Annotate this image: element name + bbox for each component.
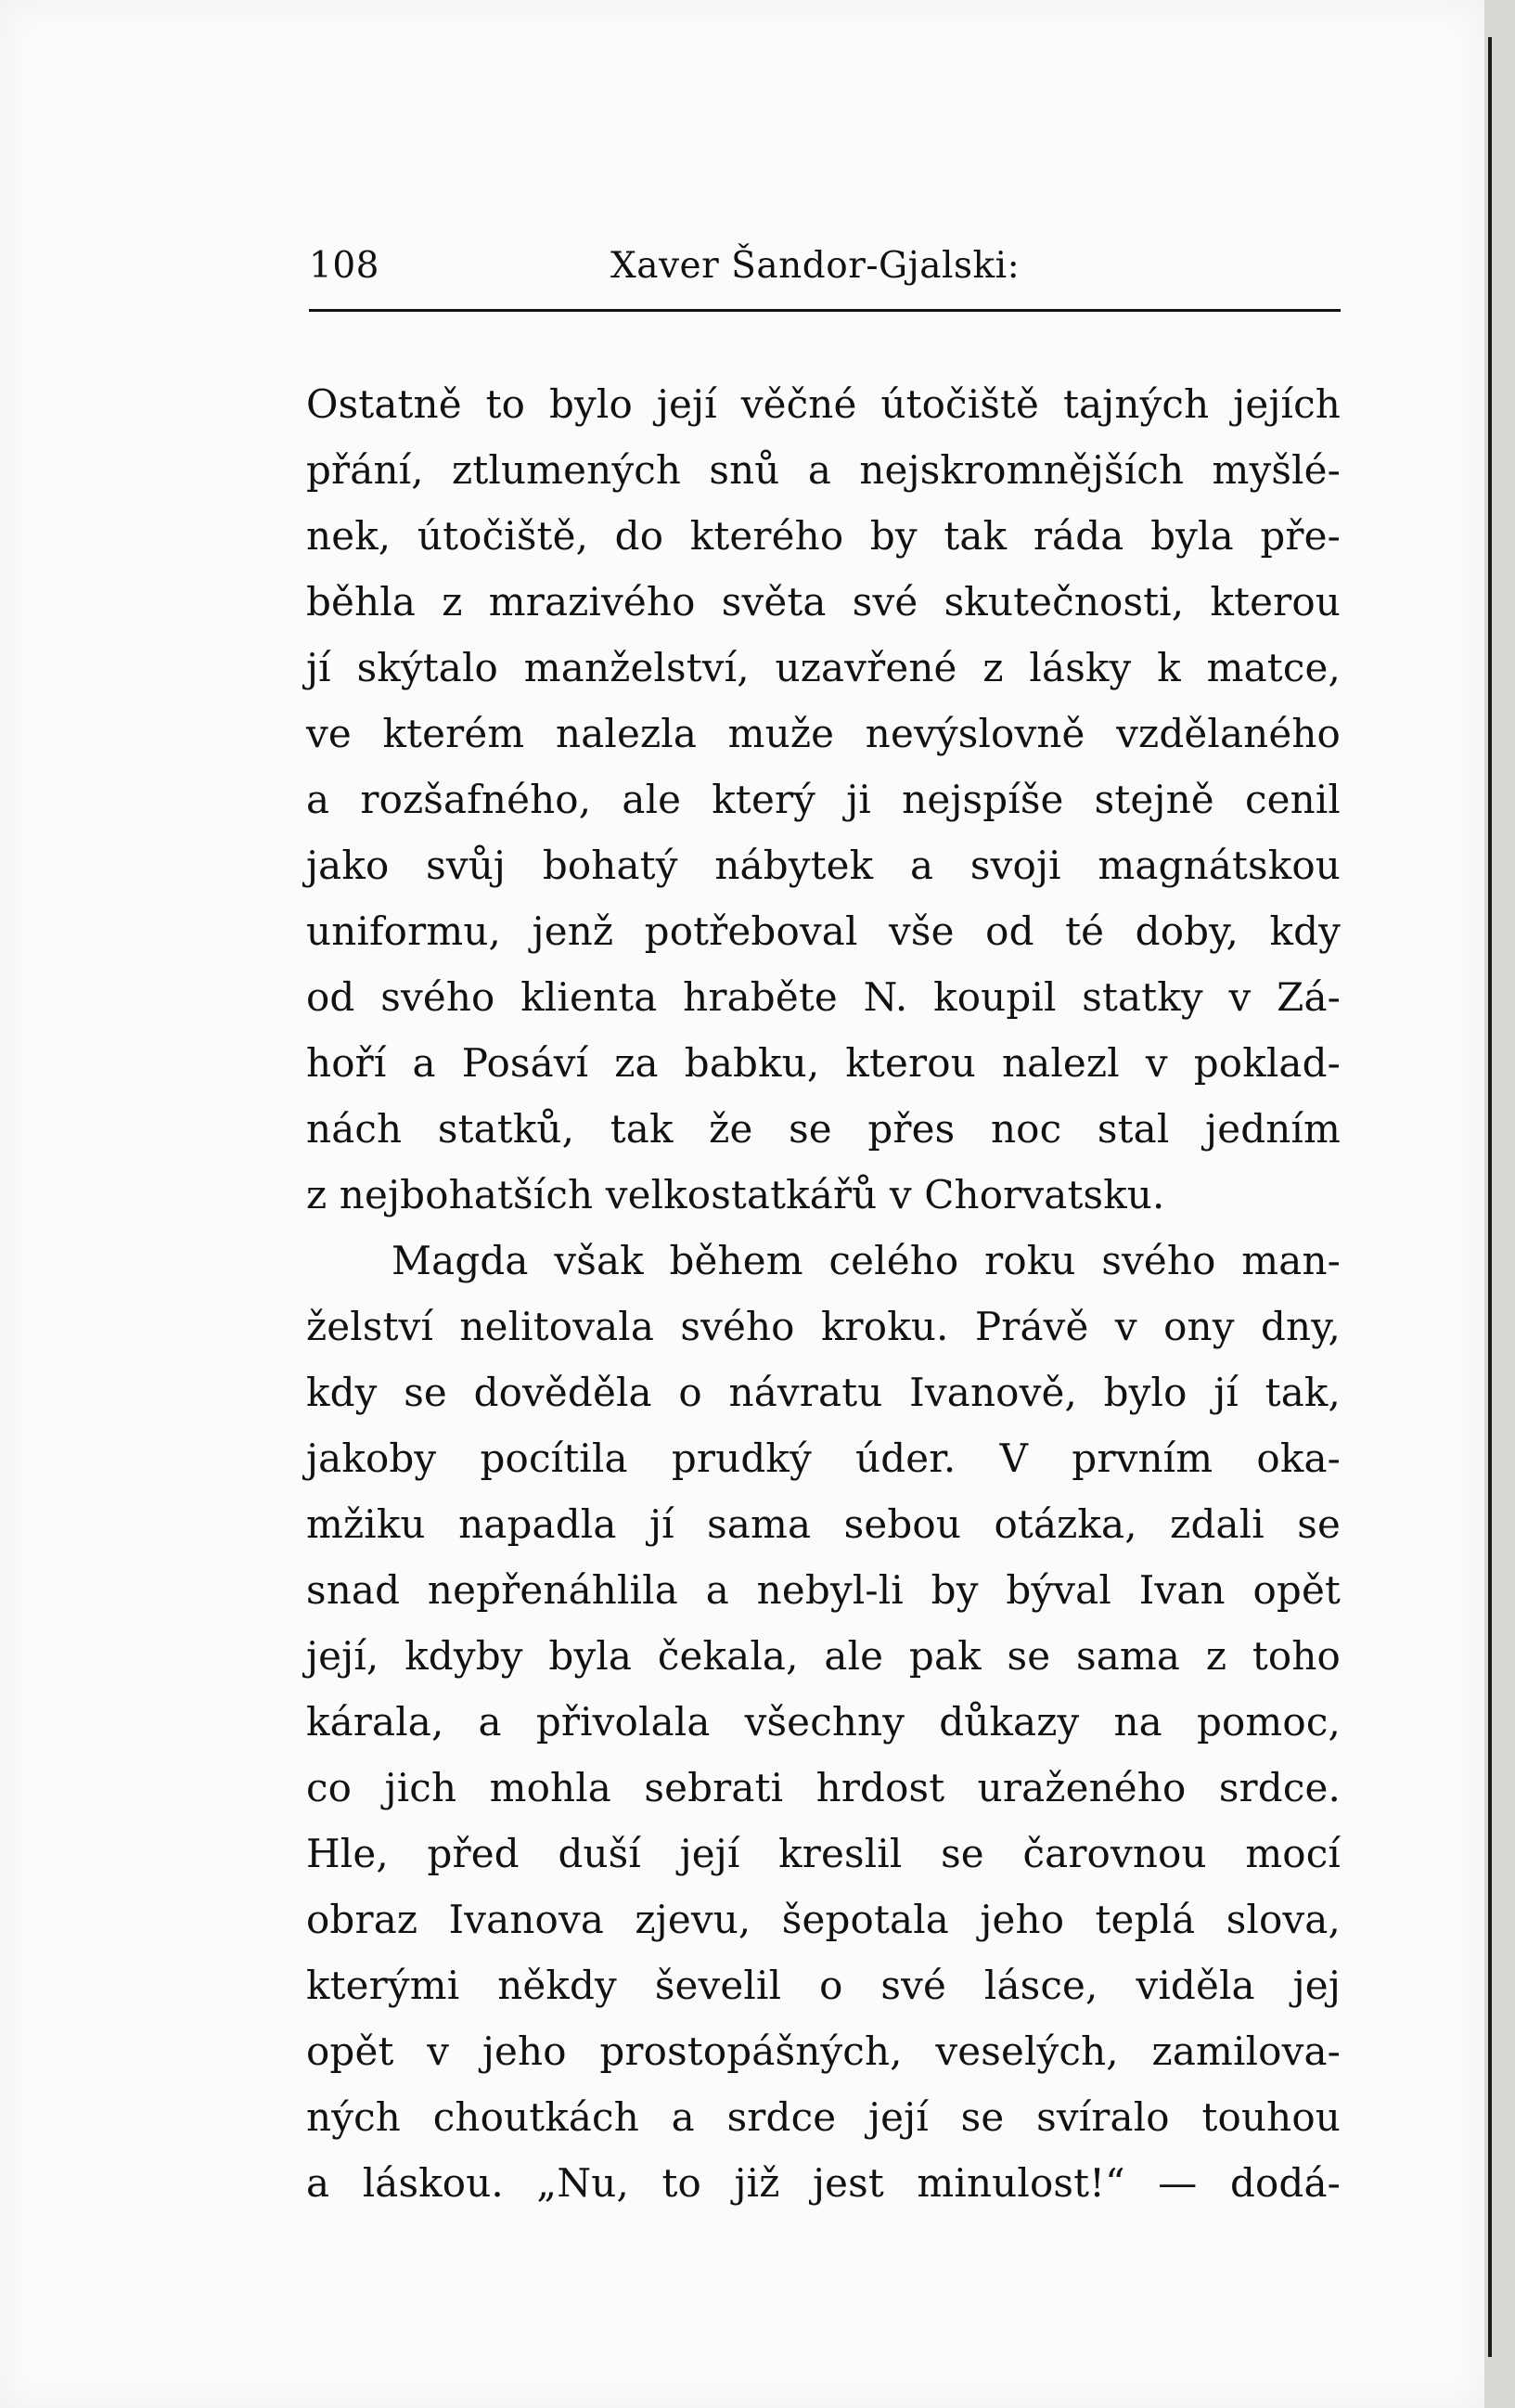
text-line: a rozšafného, ale který ji nejspíše stejně cenil xyxy=(306,777,1341,822)
text-line: přání, ztlumených snů a nejskromnějších myšlé- xyxy=(306,447,1341,493)
text-line: Magda však během celého roku svého man- xyxy=(392,1238,1341,1283)
text-line: kdy se dověděla o návratu Ivanově, bylo jí tak, xyxy=(306,1370,1341,1415)
text-line: její, kdyby byla čekala, ale pak se sama z toho xyxy=(306,1633,1341,1679)
header-rule xyxy=(309,309,1341,312)
text-line: opět v jeho prostopášných, veselých, zamilova- xyxy=(306,2028,1341,2074)
text-line: Hle, před duší její kreslil se čarovnou mocí xyxy=(306,1831,1341,1876)
text-line: kterými někdy ševelil o své lásce, viděla jej xyxy=(306,1963,1341,2008)
text-line: želství nelitovala svého kroku. Právě v ony dny, xyxy=(306,1304,1341,1349)
text-line: kárala, a přivolala všechny důkazy na pomoc, xyxy=(306,1699,1341,1745)
text-line: obraz Ivanova zjevu, šepotala jeho teplá slova, xyxy=(306,1897,1341,1942)
paragraph-1 xyxy=(306,371,1341,1228)
text-line: ve kterém nalezla muže nevýslovně vzdělaného xyxy=(306,711,1341,756)
text-line: snad nepřenáhlila a nebyl-li by býval Ivan opět xyxy=(306,1567,1341,1613)
text-line: hoří a Posáví za babku, kterou nalezl v poklad- xyxy=(306,1040,1341,1086)
text-line: jakoby pocítila prudký úder. V prvním oka- xyxy=(306,1436,1341,1481)
text-line: nek, útočiště, do kterého by tak ráda byla pře- xyxy=(306,513,1341,559)
text-line: nách statků, tak že se přes noc stal jedním xyxy=(306,1106,1341,1152)
text-line: jako svůj bohatý nábytek a svoji magnátskou xyxy=(306,843,1341,888)
text-line: běhla z mrazivého světa své skutečnosti, kterou xyxy=(306,579,1341,625)
text-line: jí skýtalo manželství, uzavřené z lásky k matce, xyxy=(306,645,1341,690)
paragraph-2 xyxy=(306,1228,1341,2216)
text-line: co jich mohla sebrati hrdost uraženého srdce. xyxy=(306,1765,1341,1810)
running-title: Xaver Šandor-Gjalski: xyxy=(610,245,1021,287)
page-edge xyxy=(1484,0,1515,2408)
text-line: mžiku napadla jí sama sebou otázka, zdali se xyxy=(306,1501,1341,1547)
text-line: od svého klienta hraběte N. koupil statky v Zá- xyxy=(306,974,1341,1020)
running-head xyxy=(309,243,1341,290)
page-text xyxy=(306,371,1341,2216)
text-line: Ostatně to bylo její věčné útočiště tajných jejích xyxy=(306,381,1341,427)
text-line: a láskou. „Nu, to již jest minulost!“ — dodá- xyxy=(306,2160,1341,2206)
text-line: uniformu, jenž potřeboval vše od té doby, kdy xyxy=(306,908,1341,954)
page-number: 108 xyxy=(309,245,379,287)
text-line: z nejbohatších velkostatkářů v Chorvatsku. xyxy=(306,1172,1165,1217)
text-line: ných choutkách a srdce její se svíralo touhou xyxy=(306,2094,1341,2140)
